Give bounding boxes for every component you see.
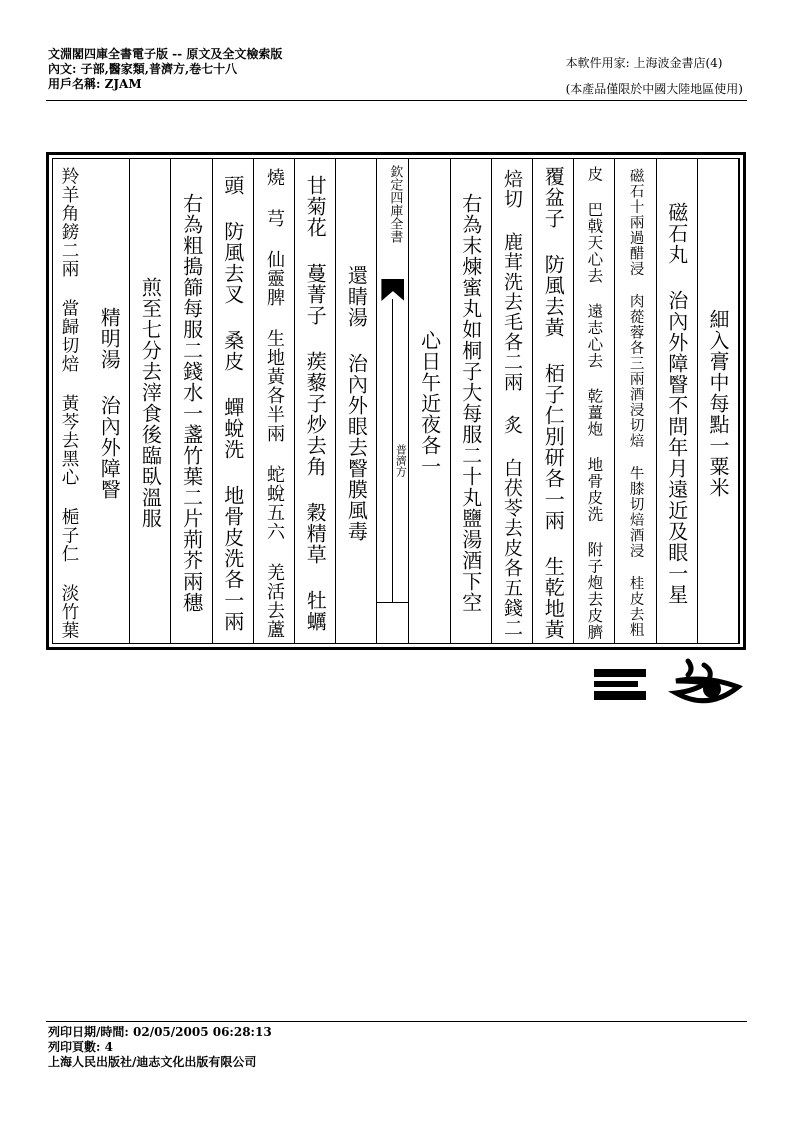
spine-bottom-rule (377, 602, 408, 603)
fish-tail-mark (381, 279, 404, 301)
text-column (295, 159, 336, 643)
header-user: 用戶名稱: ZJAM (48, 77, 142, 91)
footer-print-time: 列印日期/時間: 02/05/2005 06:28:13 (48, 1025, 272, 1039)
header-right (566, 50, 743, 102)
text-column (615, 159, 656, 643)
column-text: 煎至七分去滓食後臨臥溫服 (138, 277, 163, 529)
text-column (130, 159, 171, 643)
text-column (451, 159, 492, 643)
column-text: 焙切 鹿茸洗去毛各二兩 炙 白茯苓去皮各五錢二 (500, 168, 523, 638)
text-column (48, 159, 89, 643)
header-title: 文淵閣四庫全書電子版 -- 原文及全文檢索版 (48, 47, 283, 61)
text-column (492, 159, 533, 643)
text-column (698, 159, 739, 643)
column-text: 頭 防風去叉 桑皮 蟬蛻洗 地骨皮洗各一兩 (220, 174, 245, 632)
column-text: 甘菊花 蔓菁子 蒺藜子炒去角 穀精草 牡蠣 (303, 174, 328, 632)
footer-publisher: 上海人民出版社/迪志文化出版有限公司 (48, 1055, 257, 1069)
column-text: 還睛湯 治內外眼去瞖膜風毒 (344, 264, 369, 542)
header-divider (46, 100, 747, 101)
column-text: 心日午近夜各一 (417, 329, 442, 477)
header-licensee: 本軟件用家: 上海波金書店(4) (565, 56, 723, 70)
column-text: 覆盆子 防風去黃 栢子仁別研各一兩 生乾地黃 (541, 166, 566, 640)
text-block (52, 158, 740, 644)
footer-page-count: 列印頁數: 4 (48, 1040, 113, 1054)
column-text: 右為末煉蜜丸如桐子大每服二十丸鹽湯酒下空 (458, 193, 483, 613)
header-content-path: 內文: 子部,醫家類,普濟方,卷七十八 (48, 62, 238, 76)
text-column (89, 159, 130, 643)
text-column (171, 159, 212, 643)
page-frame (46, 152, 746, 650)
header-notice: (本產品僅限於中國大陸地區使用) (565, 82, 743, 96)
header-left (48, 47, 282, 92)
footer-divider (46, 1021, 747, 1022)
footer (48, 1025, 272, 1070)
spine-book-title: 普濟方 (394, 444, 408, 477)
text-column (409, 159, 450, 643)
text-column (254, 159, 295, 643)
text-column (533, 159, 574, 643)
text-column (574, 159, 615, 643)
column-text: 磁石十兩過醋浸 肉蓯蓉各三兩酒浸切焙 牛膝切焙酒浸 桂皮去粗 (627, 168, 644, 638)
column-text: 羚羊角鎊二兩 當歸切焙 黃芩去黑心 梔子仁 淡竹葉 (59, 166, 79, 640)
column-text: 細入膏中每點一粟米 (705, 308, 730, 498)
column-text: 右為粗搗篩每服二錢水一盞竹葉二片荊芥兩穗 (179, 193, 204, 613)
column-text: 皮 巴戟天心去 遠志心去 乾薑炮 地骨皮洗 附子炮去皮臍 (585, 165, 604, 641)
text-column (336, 159, 377, 643)
text-column (657, 159, 698, 643)
column-text: 燒 芎 仙靈脾 生地黃各半兩 蛇蛻五六 羌活去蘆 (263, 167, 285, 639)
publisher-logo (592, 655, 748, 705)
column-text: 磁石丸 治內外障瞖不問年月遠近及眼一星 (664, 201, 689, 605)
spine-title: 欽定四庫全書 (387, 165, 403, 243)
text-column (213, 159, 254, 643)
spine-column (377, 159, 409, 643)
column-text: 精明湯 治內外障瞖 (97, 306, 122, 500)
